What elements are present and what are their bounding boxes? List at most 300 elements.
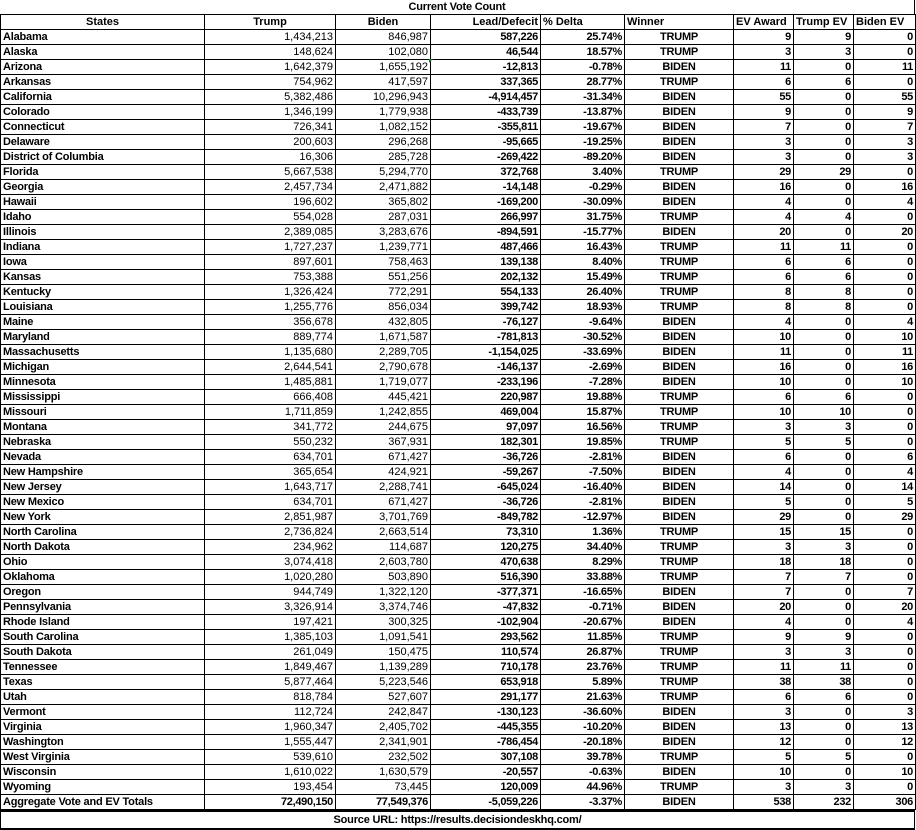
cell-state[interactable]: Georgia: [1, 180, 205, 195]
cell-trump[interactable]: 234,962: [205, 540, 336, 555]
cell-state[interactable]: Utah: [1, 690, 205, 705]
cell-trump-ev[interactable]: 11: [794, 240, 854, 255]
cell-ev-award[interactable]: 10: [734, 405, 794, 420]
cell-trump[interactable]: 2,851,987: [205, 510, 336, 525]
cell-biden-ev[interactable]: 0: [854, 645, 916, 660]
cell-winner[interactable]: TRUMP: [625, 555, 734, 570]
cell-biden-ev[interactable]: 0: [854, 165, 916, 180]
cell-trump[interactable]: 3,074,418: [205, 555, 336, 570]
cell-ev-award[interactable]: 5: [734, 495, 794, 510]
cell-lead[interactable]: 516,390: [431, 570, 541, 585]
cell-lead[interactable]: -233,196: [431, 375, 541, 390]
cell-lead[interactable]: 470,638: [431, 555, 541, 570]
cell-winner[interactable]: TRUMP: [625, 750, 734, 765]
cell-state[interactable]: Kentucky: [1, 285, 205, 300]
cell-trump[interactable]: 818,784: [205, 690, 336, 705]
totals-lead[interactable]: -5,059,226: [431, 795, 541, 810]
cell-lead[interactable]: 372,768: [431, 165, 541, 180]
cell-trump-ev[interactable]: 0: [794, 705, 854, 720]
cell-trump[interactable]: 1,960,347: [205, 720, 336, 735]
cell-state[interactable]: South Dakota: [1, 645, 205, 660]
cell-biden[interactable]: 1,719,077: [336, 375, 431, 390]
cell-biden-ev[interactable]: 0: [854, 690, 916, 705]
cell-ev-award[interactable]: 14: [734, 480, 794, 495]
cell-ev-award[interactable]: 11: [734, 240, 794, 255]
cell-state[interactable]: North Dakota: [1, 540, 205, 555]
cell-winner[interactable]: BIDEN: [625, 450, 734, 465]
cell-trump-ev[interactable]: 0: [794, 495, 854, 510]
cell-biden-ev[interactable]: 0: [854, 270, 916, 285]
cell-state[interactable]: Alaska: [1, 45, 205, 60]
cell-trump[interactable]: 5,667,538: [205, 165, 336, 180]
totals-biden[interactable]: 77,549,376: [336, 795, 431, 810]
cell-lead[interactable]: 291,177: [431, 690, 541, 705]
cell-lead[interactable]: -894,591: [431, 225, 541, 240]
cell-ev-award[interactable]: 15: [734, 525, 794, 540]
cell-trump[interactable]: 200,603: [205, 135, 336, 150]
cell-winner[interactable]: TRUMP: [625, 75, 734, 90]
cell-trump[interactable]: 1,255,776: [205, 300, 336, 315]
cell-ev-award[interactable]: 20: [734, 225, 794, 240]
cell-lead[interactable]: -377,371: [431, 585, 541, 600]
cell-biden-ev[interactable]: 0: [854, 75, 916, 90]
cell-state[interactable]: California: [1, 90, 205, 105]
cell-trump-ev[interactable]: 0: [794, 225, 854, 240]
cell-ev-award[interactable]: 55: [734, 90, 794, 105]
cell-ev-award[interactable]: 7: [734, 570, 794, 585]
cell-trump-ev[interactable]: 0: [794, 510, 854, 525]
totals-delta[interactable]: -3.37%: [541, 795, 625, 810]
cell-biden[interactable]: 758,463: [336, 255, 431, 270]
cell-ev-award[interactable]: 6: [734, 255, 794, 270]
cell-ev-award[interactable]: 11: [734, 345, 794, 360]
cell-trump[interactable]: 1,346,199: [205, 105, 336, 120]
cell-biden-ev[interactable]: 29: [854, 510, 916, 525]
cell-biden[interactable]: 2,288,741: [336, 480, 431, 495]
cell-state[interactable]: West Virginia: [1, 750, 205, 765]
cell-ev-award[interactable]: 7: [734, 120, 794, 135]
cell-ev-award[interactable]: 9: [734, 105, 794, 120]
cell-delta[interactable]: 31.75%: [541, 210, 625, 225]
cell-trump[interactable]: 112,724: [205, 705, 336, 720]
cell-ev-award[interactable]: 38: [734, 675, 794, 690]
cell-biden[interactable]: 300,325: [336, 615, 431, 630]
cell-trump[interactable]: 944,749: [205, 585, 336, 600]
cell-delta[interactable]: 16.56%: [541, 420, 625, 435]
cell-state[interactable]: Connecticut: [1, 120, 205, 135]
cell-trump-ev[interactable]: 5: [794, 435, 854, 450]
cell-biden[interactable]: 671,427: [336, 495, 431, 510]
cell-lead[interactable]: -36,726: [431, 450, 541, 465]
cell-biden[interactable]: 2,790,678: [336, 360, 431, 375]
cell-biden[interactable]: 296,268: [336, 135, 431, 150]
cell-lead[interactable]: -20,557: [431, 765, 541, 780]
cell-delta[interactable]: -36.60%: [541, 705, 625, 720]
cell-trump-ev[interactable]: 6: [794, 690, 854, 705]
cell-delta[interactable]: 26.87%: [541, 645, 625, 660]
cell-state[interactable]: New York: [1, 510, 205, 525]
cell-biden-ev[interactable]: 0: [854, 780, 916, 795]
cell-trump[interactable]: 5,382,486: [205, 90, 336, 105]
cell-trump-ev[interactable]: 0: [794, 195, 854, 210]
cell-winner[interactable]: BIDEN: [625, 465, 734, 480]
cell-ev-award[interactable]: 4: [734, 615, 794, 630]
cell-trump[interactable]: 666,408: [205, 390, 336, 405]
cell-trump[interactable]: 1,849,467: [205, 660, 336, 675]
cell-trump[interactable]: 365,654: [205, 465, 336, 480]
cell-state[interactable]: Texas: [1, 675, 205, 690]
cell-biden-ev[interactable]: 7: [854, 120, 916, 135]
cell-winner[interactable]: TRUMP: [625, 780, 734, 795]
cell-trump[interactable]: 1,610,022: [205, 765, 336, 780]
cell-lead[interactable]: 554,133: [431, 285, 541, 300]
cell-winner[interactable]: TRUMP: [625, 690, 734, 705]
cell-biden-ev[interactable]: 4: [854, 615, 916, 630]
cell-trump[interactable]: 1,326,424: [205, 285, 336, 300]
cell-biden[interactable]: 2,405,702: [336, 720, 431, 735]
cell-biden[interactable]: 1,322,120: [336, 585, 431, 600]
cell-lead[interactable]: -849,782: [431, 510, 541, 525]
cell-biden-ev[interactable]: 16: [854, 180, 916, 195]
cell-trump[interactable]: 1,020,280: [205, 570, 336, 585]
cell-state[interactable]: Minnesota: [1, 375, 205, 390]
cell-lead[interactable]: -76,127: [431, 315, 541, 330]
cell-lead[interactable]: 73,310: [431, 525, 541, 540]
cell-biden[interactable]: 503,890: [336, 570, 431, 585]
cell-state[interactable]: South Carolina: [1, 630, 205, 645]
cell-biden-ev[interactable]: 0: [854, 30, 916, 45]
cell-ev-award[interactable]: 3: [734, 540, 794, 555]
cell-ev-award[interactable]: 10: [734, 765, 794, 780]
cell-trump-ev[interactable]: 6: [794, 270, 854, 285]
cell-trump-ev[interactable]: 4: [794, 210, 854, 225]
cell-trump[interactable]: 550,232: [205, 435, 336, 450]
cell-delta[interactable]: -19.25%: [541, 135, 625, 150]
cell-winner[interactable]: TRUMP: [625, 525, 734, 540]
header-winner[interactable]: Winner: [625, 15, 734, 30]
cell-ev-award[interactable]: 3: [734, 150, 794, 165]
cell-trump[interactable]: 753,388: [205, 270, 336, 285]
cell-ev-award[interactable]: 4: [734, 195, 794, 210]
cell-winner[interactable]: BIDEN: [625, 150, 734, 165]
cell-biden-ev[interactable]: 0: [854, 285, 916, 300]
cell-trump-ev[interactable]: 0: [794, 615, 854, 630]
cell-winner[interactable]: BIDEN: [625, 315, 734, 330]
totals-ev-award[interactable]: 538: [734, 795, 794, 810]
cell-winner[interactable]: BIDEN: [625, 735, 734, 750]
cell-delta[interactable]: -89.20%: [541, 150, 625, 165]
cell-biden-ev[interactable]: 4: [854, 195, 916, 210]
cell-state[interactable]: Idaho: [1, 210, 205, 225]
cell-trump-ev[interactable]: 0: [794, 330, 854, 345]
totals-biden-ev[interactable]: 306: [854, 795, 916, 810]
cell-trump-ev[interactable]: 0: [794, 480, 854, 495]
cell-biden-ev[interactable]: 9: [854, 105, 916, 120]
cell-trump-ev[interactable]: 11: [794, 660, 854, 675]
cell-state[interactable]: Mississippi: [1, 390, 205, 405]
cell-trump-ev[interactable]: 15: [794, 525, 854, 540]
cell-state[interactable]: Wyoming: [1, 780, 205, 795]
cell-state[interactable]: Virginia: [1, 720, 205, 735]
cell-lead[interactable]: 220,987: [431, 390, 541, 405]
cell-delta[interactable]: 1.36%: [541, 525, 625, 540]
cell-trump[interactable]: 148,624: [205, 45, 336, 60]
cell-state[interactable]: Iowa: [1, 255, 205, 270]
cell-biden[interactable]: 772,291: [336, 285, 431, 300]
cell-delta[interactable]: -0.29%: [541, 180, 625, 195]
cell-trump-ev[interactable]: 8: [794, 285, 854, 300]
cell-state[interactable]: District of Columbia: [1, 150, 205, 165]
cell-lead[interactable]: 469,004: [431, 405, 541, 420]
cell-lead[interactable]: 120,275: [431, 540, 541, 555]
cell-delta[interactable]: -33.69%: [541, 345, 625, 360]
cell-biden-ev[interactable]: 7: [854, 585, 916, 600]
cell-ev-award[interactable]: 4: [734, 315, 794, 330]
cell-lead[interactable]: 487,466: [431, 240, 541, 255]
cell-winner[interactable]: BIDEN: [625, 510, 734, 525]
cell-biden-ev[interactable]: 55: [854, 90, 916, 105]
cell-biden-ev[interactable]: 0: [854, 240, 916, 255]
cell-trump[interactable]: 1,643,717: [205, 480, 336, 495]
cell-trump-ev[interactable]: 6: [794, 255, 854, 270]
cell-ev-award[interactable]: 5: [734, 435, 794, 450]
cell-trump-ev[interactable]: 8: [794, 300, 854, 315]
cell-ev-award[interactable]: 11: [734, 60, 794, 75]
cell-delta[interactable]: -30.09%: [541, 195, 625, 210]
cell-biden[interactable]: 1,139,289: [336, 660, 431, 675]
cell-biden-ev[interactable]: 0: [854, 300, 916, 315]
cell-trump[interactable]: 1,642,379: [205, 60, 336, 75]
cell-ev-award[interactable]: 18: [734, 555, 794, 570]
cell-ev-award[interactable]: 9: [734, 30, 794, 45]
cell-winner[interactable]: BIDEN: [625, 360, 734, 375]
cell-biden-ev[interactable]: 0: [854, 435, 916, 450]
cell-delta[interactable]: -16.65%: [541, 585, 625, 600]
cell-trump-ev[interactable]: 0: [794, 60, 854, 75]
cell-winner[interactable]: TRUMP: [625, 285, 734, 300]
cell-lead[interactable]: 399,742: [431, 300, 541, 315]
cell-trump-ev[interactable]: 3: [794, 540, 854, 555]
cell-trump[interactable]: 889,774: [205, 330, 336, 345]
cell-state[interactable]: Maine: [1, 315, 205, 330]
cell-state[interactable]: Maryland: [1, 330, 205, 345]
cell-ev-award[interactable]: 3: [734, 45, 794, 60]
cell-biden[interactable]: 102,080: [336, 45, 431, 60]
cell-ev-award[interactable]: 5: [734, 750, 794, 765]
cell-ev-award[interactable]: 3: [734, 705, 794, 720]
cell-delta[interactable]: -20.18%: [541, 735, 625, 750]
cell-lead[interactable]: -14,148: [431, 180, 541, 195]
cell-state[interactable]: Rhode Island: [1, 615, 205, 630]
cell-lead[interactable]: 307,108: [431, 750, 541, 765]
cell-trump-ev[interactable]: 9: [794, 630, 854, 645]
cell-biden[interactable]: 2,663,514: [336, 525, 431, 540]
cell-trump-ev[interactable]: 0: [794, 120, 854, 135]
cell-lead[interactable]: -169,200: [431, 195, 541, 210]
cell-trump-ev[interactable]: 5: [794, 750, 854, 765]
cell-biden[interactable]: 114,687: [336, 540, 431, 555]
cell-delta[interactable]: 8.40%: [541, 255, 625, 270]
cell-delta[interactable]: 3.40%: [541, 165, 625, 180]
cell-biden-ev[interactable]: 3: [854, 135, 916, 150]
cell-ev-award[interactable]: 20: [734, 600, 794, 615]
cell-biden-ev[interactable]: 11: [854, 60, 916, 75]
cell-lead[interactable]: -786,454: [431, 735, 541, 750]
cell-biden-ev[interactable]: 0: [854, 390, 916, 405]
cell-trump[interactable]: 2,457,734: [205, 180, 336, 195]
cell-state[interactable]: Pennsylvania: [1, 600, 205, 615]
cell-trump[interactable]: 634,701: [205, 495, 336, 510]
cell-trump-ev[interactable]: 0: [794, 150, 854, 165]
cell-ev-award[interactable]: 6: [734, 690, 794, 705]
cell-lead[interactable]: 337,365: [431, 75, 541, 90]
cell-biden[interactable]: 2,471,882: [336, 180, 431, 195]
cell-biden-ev[interactable]: 10: [854, 765, 916, 780]
header-states[interactable]: States: [1, 15, 205, 30]
cell-trump-ev[interactable]: 0: [794, 105, 854, 120]
cell-lead[interactable]: 182,301: [431, 435, 541, 450]
cell-ev-award[interactable]: 13: [734, 720, 794, 735]
cell-state[interactable]: Oregon: [1, 585, 205, 600]
cell-state[interactable]: Arizona: [1, 60, 205, 75]
cell-biden-ev[interactable]: 11: [854, 345, 916, 360]
cell-biden-ev[interactable]: 13: [854, 720, 916, 735]
cell-biden[interactable]: 1,630,579: [336, 765, 431, 780]
cell-lead[interactable]: 139,138: [431, 255, 541, 270]
cell-trump-ev[interactable]: 0: [794, 360, 854, 375]
cell-winner[interactable]: BIDEN: [625, 345, 734, 360]
cell-ev-award[interactable]: 4: [734, 465, 794, 480]
cell-state[interactable]: Tennessee: [1, 660, 205, 675]
cell-ev-award[interactable]: 10: [734, 375, 794, 390]
cell-biden-ev[interactable]: 0: [854, 555, 916, 570]
cell-lead[interactable]: -645,024: [431, 480, 541, 495]
cell-ev-award[interactable]: 29: [734, 165, 794, 180]
cell-winner[interactable]: TRUMP: [625, 570, 734, 585]
cell-delta[interactable]: -10.20%: [541, 720, 625, 735]
cell-delta[interactable]: 19.88%: [541, 390, 625, 405]
cell-winner[interactable]: TRUMP: [625, 540, 734, 555]
cell-delta[interactable]: -16.40%: [541, 480, 625, 495]
cell-trump[interactable]: 726,341: [205, 120, 336, 135]
totals-trump-ev[interactable]: 232: [794, 795, 854, 810]
cell-biden-ev[interactable]: 16: [854, 360, 916, 375]
cell-delta[interactable]: -0.71%: [541, 600, 625, 615]
cell-state[interactable]: Ohio: [1, 555, 205, 570]
cell-biden[interactable]: 232,502: [336, 750, 431, 765]
cell-biden-ev[interactable]: 0: [854, 660, 916, 675]
cell-state[interactable]: Montana: [1, 420, 205, 435]
cell-trump-ev[interactable]: 0: [794, 450, 854, 465]
cell-biden[interactable]: 365,802: [336, 195, 431, 210]
cell-biden[interactable]: 432,805: [336, 315, 431, 330]
cell-trump-ev[interactable]: 38: [794, 675, 854, 690]
cell-biden[interactable]: 5,223,546: [336, 675, 431, 690]
cell-trump-ev[interactable]: 3: [794, 45, 854, 60]
cell-state[interactable]: New Mexico: [1, 495, 205, 510]
cell-ev-award[interactable]: 8: [734, 300, 794, 315]
cell-winner[interactable]: TRUMP: [625, 405, 734, 420]
cell-biden-ev[interactable]: 10: [854, 330, 916, 345]
cell-lead[interactable]: 97,097: [431, 420, 541, 435]
cell-delta[interactable]: 15.87%: [541, 405, 625, 420]
cell-ev-award[interactable]: 29: [734, 510, 794, 525]
cell-lead[interactable]: -4,914,457: [431, 90, 541, 105]
header-lead-defecit[interactable]: Lead/Defecit: [431, 15, 541, 30]
cell-biden[interactable]: 1,091,541: [336, 630, 431, 645]
cell-biden[interactable]: 671,427: [336, 450, 431, 465]
cell-biden[interactable]: 417,597: [336, 75, 431, 90]
cell-delta[interactable]: -13.87%: [541, 105, 625, 120]
cell-trump[interactable]: 1,485,881: [205, 375, 336, 390]
cell-winner[interactable]: BIDEN: [625, 375, 734, 390]
cell-trump[interactable]: 193,454: [205, 780, 336, 795]
cell-state[interactable]: Oklahoma: [1, 570, 205, 585]
cell-biden[interactable]: 1,779,938: [336, 105, 431, 120]
cell-trump[interactable]: 341,772: [205, 420, 336, 435]
cell-biden[interactable]: 3,283,676: [336, 225, 431, 240]
cell-lead[interactable]: -95,665: [431, 135, 541, 150]
cell-trump-ev[interactable]: 3: [794, 420, 854, 435]
cell-biden-ev[interactable]: 0: [854, 405, 916, 420]
cell-trump[interactable]: 554,028: [205, 210, 336, 225]
cell-delta[interactable]: -7.28%: [541, 375, 625, 390]
cell-delta[interactable]: -12.97%: [541, 510, 625, 525]
cell-state[interactable]: New Jersey: [1, 480, 205, 495]
cell-trump-ev[interactable]: 0: [794, 600, 854, 615]
cell-trump-ev[interactable]: 0: [794, 735, 854, 750]
cell-biden[interactable]: 287,031: [336, 210, 431, 225]
cell-delta[interactable]: -2.69%: [541, 360, 625, 375]
cell-lead[interactable]: -102,904: [431, 615, 541, 630]
cell-trump[interactable]: 2,736,824: [205, 525, 336, 540]
cell-state[interactable]: Louisiana: [1, 300, 205, 315]
totals-winner[interactable]: BIDEN: [625, 795, 734, 810]
cell-lead[interactable]: -1,154,025: [431, 345, 541, 360]
cell-ev-award[interactable]: 3: [734, 645, 794, 660]
cell-winner[interactable]: BIDEN: [625, 480, 734, 495]
header-biden-ev[interactable]: Biden EV: [854, 15, 916, 30]
cell-lead[interactable]: -59,267: [431, 465, 541, 480]
cell-biden-ev[interactable]: 14: [854, 480, 916, 495]
cell-trump-ev[interactable]: 0: [794, 765, 854, 780]
cell-biden[interactable]: 1,242,855: [336, 405, 431, 420]
cell-biden[interactable]: 1,655,192: [336, 60, 431, 75]
cell-state[interactable]: Colorado: [1, 105, 205, 120]
cell-biden-ev[interactable]: 10: [854, 375, 916, 390]
cell-winner[interactable]: BIDEN: [625, 195, 734, 210]
cell-state[interactable]: Arkansas: [1, 75, 205, 90]
cell-delta[interactable]: -30.52%: [541, 330, 625, 345]
cell-winner[interactable]: BIDEN: [625, 330, 734, 345]
cell-biden[interactable]: 244,675: [336, 420, 431, 435]
cell-state[interactable]: Alabama: [1, 30, 205, 45]
cell-delta[interactable]: -9.64%: [541, 315, 625, 330]
cell-biden[interactable]: 856,034: [336, 300, 431, 315]
cell-lead[interactable]: 653,918: [431, 675, 541, 690]
cell-biden-ev[interactable]: 0: [854, 540, 916, 555]
cell-biden[interactable]: 2,341,901: [336, 735, 431, 750]
cell-biden[interactable]: 1,239,771: [336, 240, 431, 255]
cell-delta[interactable]: 34.40%: [541, 540, 625, 555]
cell-delta[interactable]: 44.96%: [541, 780, 625, 795]
cell-ev-award[interactable]: 6: [734, 450, 794, 465]
cell-state[interactable]: Indiana: [1, 240, 205, 255]
cell-trump-ev[interactable]: 0: [794, 585, 854, 600]
cell-biden-ev[interactable]: 3: [854, 150, 916, 165]
cell-state[interactable]: Kansas: [1, 270, 205, 285]
totals-trump[interactable]: 72,490,150: [205, 795, 336, 810]
